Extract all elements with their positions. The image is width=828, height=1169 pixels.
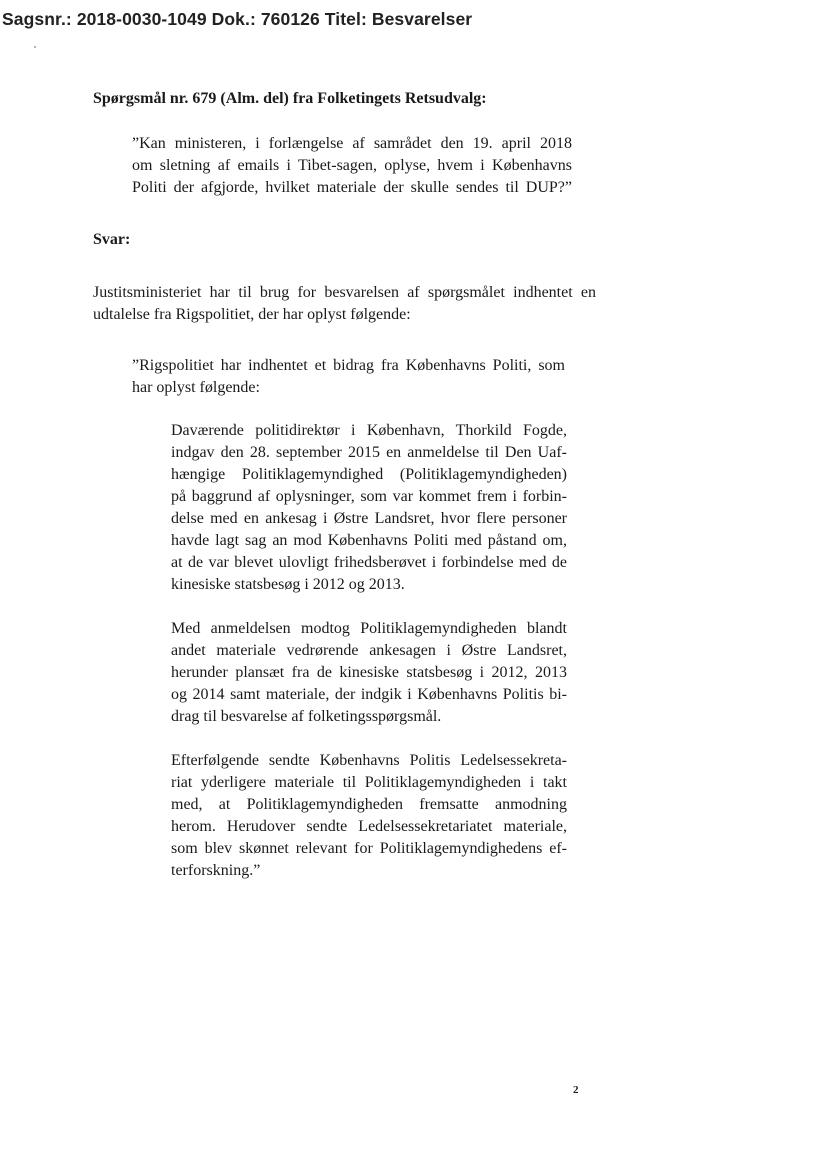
text-line: kinesiske statsbesøg i 2012 og 2013. (171, 576, 405, 593)
quote-intro (132, 355, 565, 399)
text-line: at de var blevet ulovligt frihedsberøvet i forbindelse med de (171, 554, 567, 571)
text-line: på baggrund af oplysninger, som var kommet frem i forbin- (171, 488, 567, 505)
text-line: udtalelse fra Rigspolitiet, der har oplyst følgende: (93, 306, 411, 323)
text-line: med, at Politiklagemyndigheden fremsatte anmodning (171, 796, 567, 813)
answer-intro (93, 282, 596, 326)
text-line: havde lagt sag an mod Københavns Politi med påstand om, (171, 532, 567, 549)
text-line: drag til besvarelse af folketingsspørgsmål. (171, 708, 442, 725)
text-line: riat yderligere materiale til Politiklagemyndigheden i takt (171, 774, 567, 791)
text-line: Politi der afgjorde, hvilket materiale der skulle sendes til DUP?” (132, 179, 572, 196)
text-line: har oplyst følgende: (132, 379, 260, 396)
question-text (132, 133, 572, 199)
text-line: hængige Politiklagemyndighed (Politiklagemyndigheden) (171, 466, 567, 483)
question-heading: Spørgsmål nr. 679 (Alm. del) fra Folketingets Retsudvalg: (93, 90, 487, 107)
page-number: 2 (573, 1084, 579, 1096)
text-line: Efterfølgende sendte Københavns Politis Ledelsessekreta- (171, 752, 567, 769)
text-line: og 2014 samt materiale, der indgik i Københavns Politis bi- (171, 686, 567, 703)
text-line: terforskning.” (171, 862, 261, 879)
text-line: herunder plansæt fra de kinesiske statsbesøg i 2012, 2013 (171, 664, 567, 681)
text-line: ”Kan ministeren, i forlængelse af samrådet den 19. april 2018 (132, 135, 572, 152)
paragraph-2 (171, 618, 567, 728)
text-line: om sletning af emails i Tibet-sagen, oplyse, hvem i Københavns (132, 157, 572, 174)
answer-label: Svar: (93, 231, 131, 248)
text-line: herom. Herudover sendte Ledelsessekretariatet materiale, (171, 818, 567, 835)
text-line: delse med en ankesag i Østre Landsret, hvor flere personer (171, 510, 567, 527)
paragraph-3 (171, 750, 567, 882)
scan-speck (34, 46, 36, 48)
text-line: ”Rigspolitiet har indhentet et bidrag fra Københavns Politi, som (132, 357, 565, 374)
text-line: Justitsministeriet har til brug for besvarelsen af spørgsmålet indhentet en (93, 284, 596, 301)
text-line: indgav den 28. september 2015 en anmeldelse til Den Uaf- (171, 444, 567, 461)
document-header: Sagsnr.: 2018-0030-1049 Dok.: 760126 Titel: Besvarelser (2, 9, 473, 29)
paragraph-1 (171, 420, 567, 596)
text-line: Daværende politidirektør i København, Thorkild Fogde, (171, 422, 567, 439)
text-line: andet materiale vedrørende ankesagen i Østre Landsret, (171, 642, 567, 659)
text-line: som blev skønnet relevant for Politiklagemyndighedens ef- (171, 840, 567, 857)
text-line: Med anmeldelsen modtog Politiklagemyndigheden blandt (171, 620, 567, 637)
